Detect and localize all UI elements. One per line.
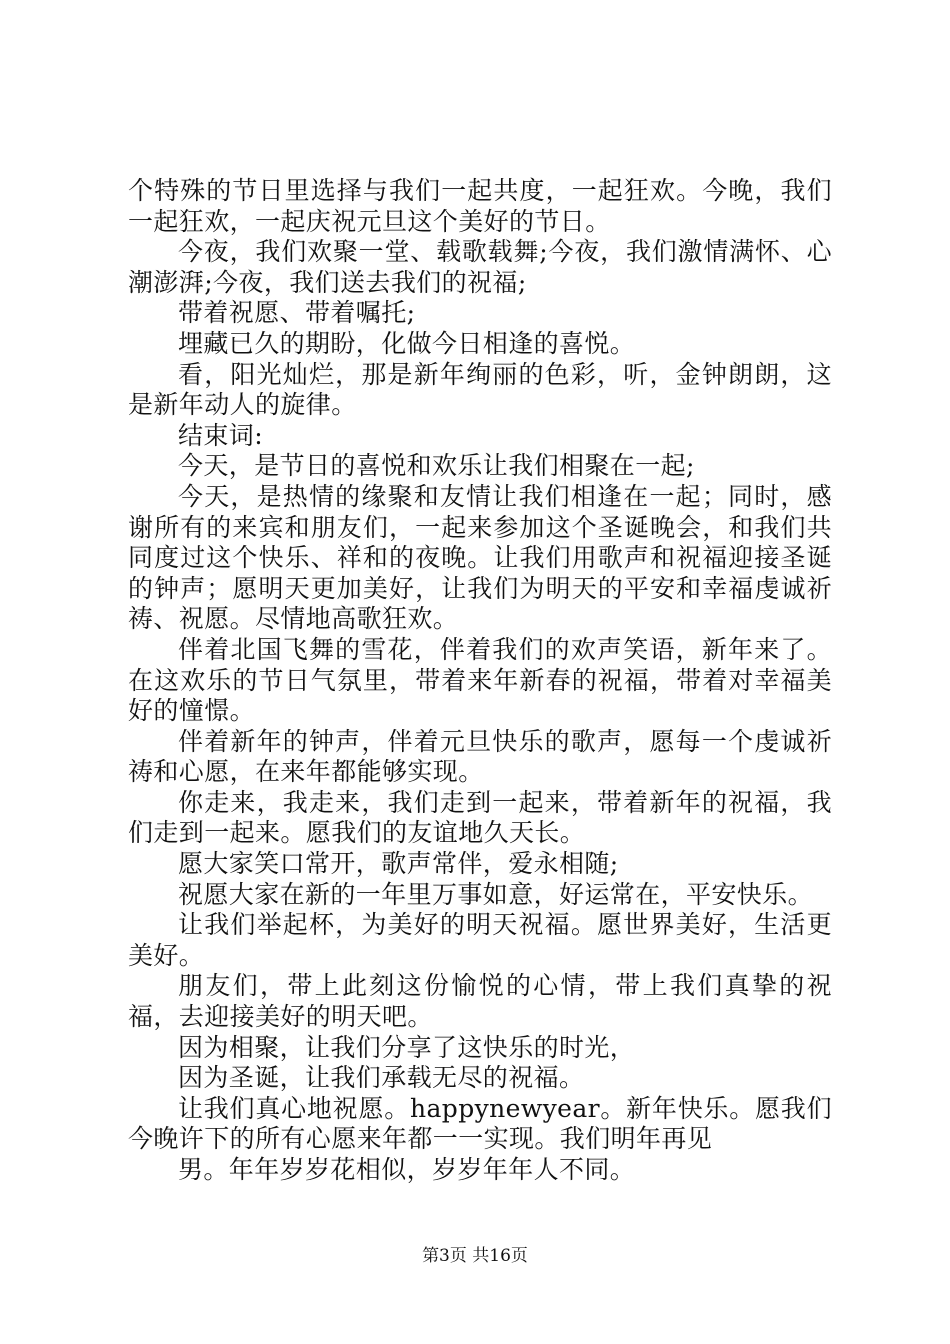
paragraph: 看，阳光灿烂，那是新年绚丽的色彩，听，金钟朗朗，这是新年动人的旋律。 — [128, 359, 832, 420]
paragraph: 伴着北国飞舞的雪花，伴着我们的欢声笑语，新年来了。在这欢乐的节日气氛里，带着来年新春的祝福，带着对幸福美好的憧憬。 — [128, 634, 832, 726]
paragraph: 让我们举起杯，为美好的明天祝福。愿世界美好，生活更美好。 — [128, 910, 832, 970]
paragraph: 伴着新年的钟声，伴着元旦快乐的歌声，愿每一个虔诚祈祷和心愿，在来年都能够实现。 — [128, 726, 832, 787]
section-heading: 结束词: — [178, 420, 264, 450]
paragraph: 朋友们，带上此刻这份愉悦的心情，带上我们真挚的祝福，去迎接美好的明天吧。 — [128, 971, 832, 1032]
paragraph: 你走来，我走来，我们走到一起来，带着新年的祝福，我们走到一起来。愿我们的友谊地久天长。 — [128, 787, 832, 848]
document-body — [128, 176, 832, 1186]
paragraph: 祝愿大家在新的一年里万事如意，好运常在，平安快乐。 — [178, 879, 814, 909]
paragraph: 因为圣诞，让我们承载无尽的祝福。 — [178, 1063, 585, 1093]
paragraph: 愿大家笑口常开，歌声常伴，爱永相随; — [178, 849, 619, 879]
paragraph: 埋藏已久的期盼，化做今日相逢的喜悦。 — [178, 328, 636, 358]
paragraph: 今天，是节日的喜悦和欢乐让我们相聚在一起; — [178, 451, 695, 481]
paragraph: 今天，是热情的缘聚和友情让我们相逢在一起；同时，感谢所有的来宾和朋友们，一起来参加这个圣诞晚会，和我们共同度过这个快乐、祥和的夜晚。让我们用歌声和祝福迎接圣诞的钟声；愿明天更加美好，让我们为明天的平安和幸福虔诚祈祷、祝愿。尽情地高歌狂欢。 — [128, 481, 832, 634]
paragraph: 因为相聚，让我们分享了这快乐的时光， — [178, 1032, 636, 1062]
paragraph: 让我们真心地祝愿。happynewyear。新年快乐。愿我们今晚许下的所有心愿来年都一一实现。我们明年再见 — [128, 1093, 832, 1154]
paragraph: 男。年年岁岁花相似，岁岁年年人不同。 — [178, 1155, 636, 1184]
paragraph: 个特殊的节日里选择与我们一起共度，一起狂欢。今晚，我们一起狂欢，一起庆祝元旦这个美好的节日。 — [128, 176, 832, 236]
paragraph: 今夜，我们欢聚一堂、载歌载舞;今夜，我们激情满怀、心潮澎湃;今夜，我们送去我们的祝福; — [128, 237, 832, 297]
page-number-footer: 第3页 共16页 — [422, 1246, 528, 1266]
paragraph: 带着祝愿、带着嘱托; — [178, 298, 416, 328]
